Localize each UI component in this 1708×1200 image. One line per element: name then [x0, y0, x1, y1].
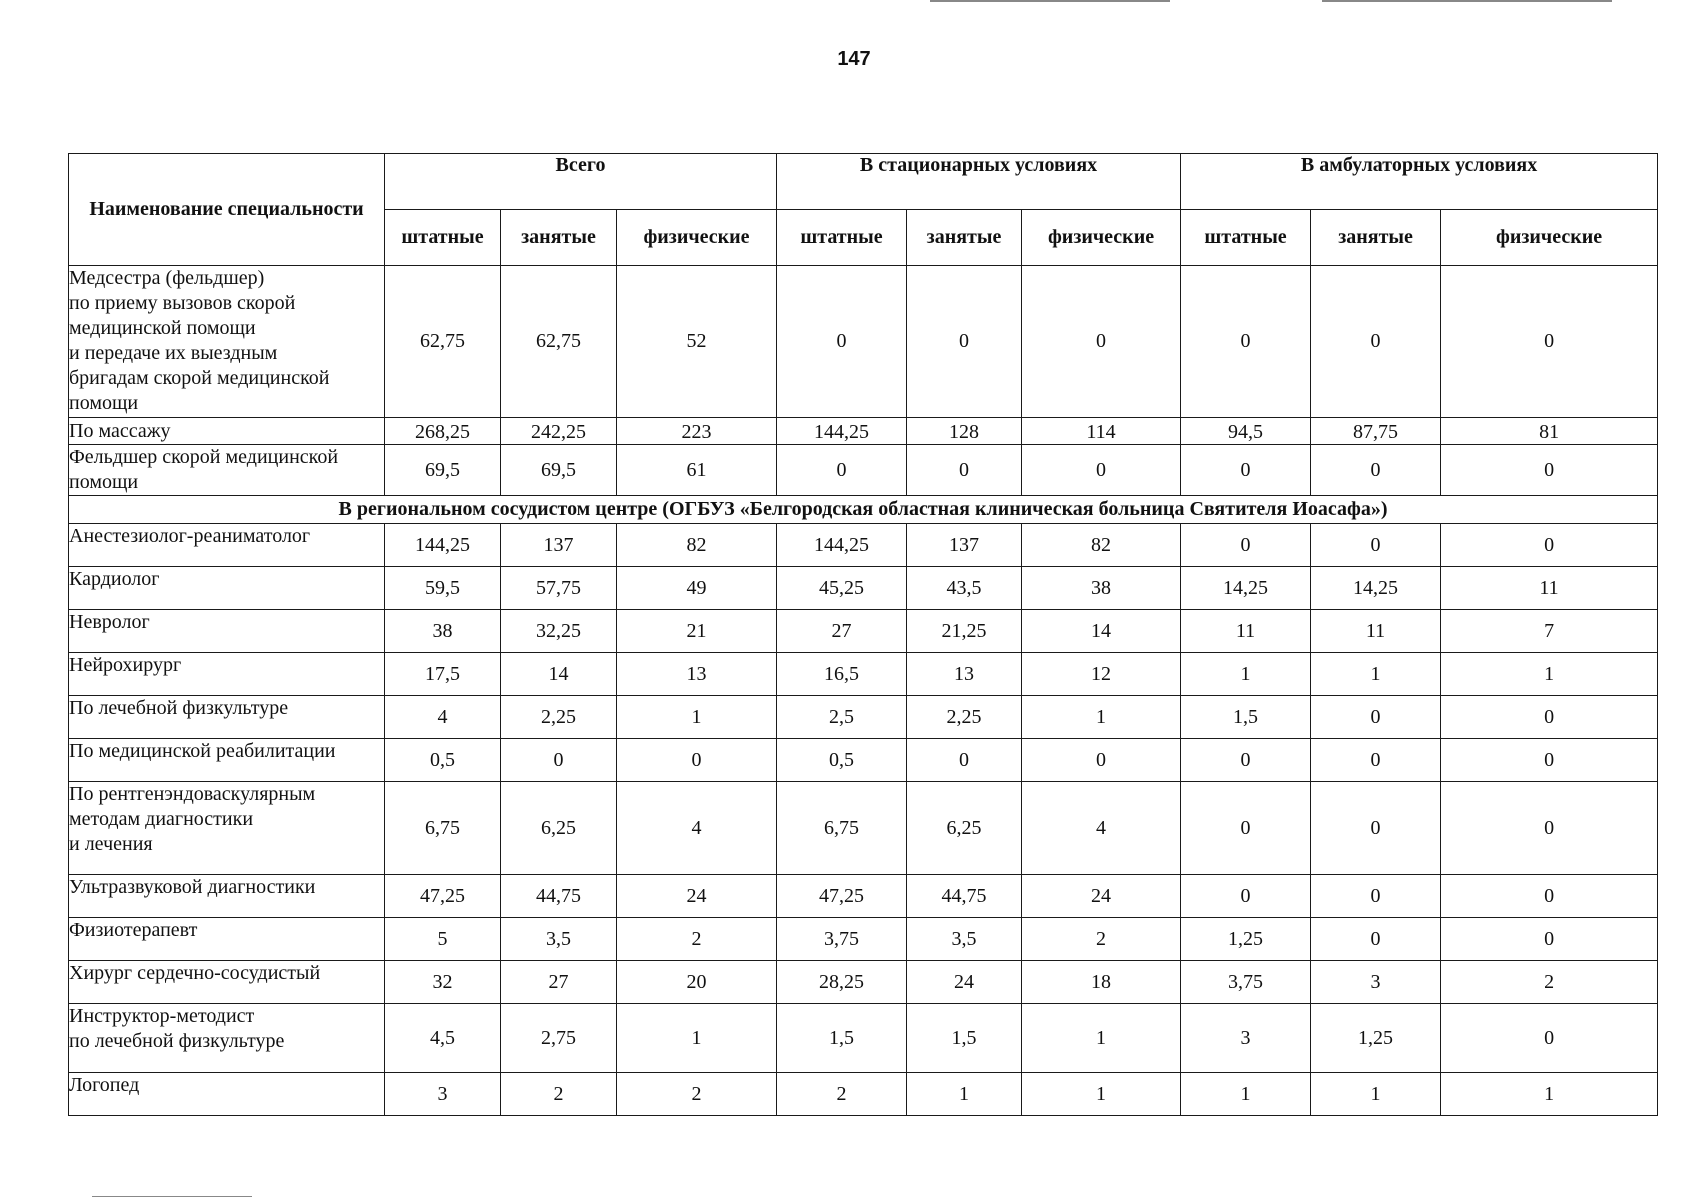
- value-cell: 1: [617, 696, 777, 739]
- table-row: [69, 266, 1658, 418]
- header-subcol: занятые: [907, 210, 1022, 266]
- value-cell: 2,5: [777, 696, 907, 739]
- value-cell: 61: [617, 445, 777, 496]
- value-cell: 0,5: [385, 739, 501, 782]
- header-group-outpatient: В амбулаторных условиях: [1181, 154, 1658, 210]
- value-cell: 2: [1022, 918, 1181, 961]
- specialty-name: По лечебной физкультуре: [69, 696, 385, 739]
- specialty-name: Ультразвуковой диагностики: [69, 875, 385, 918]
- value-cell: 32,25: [501, 610, 617, 653]
- value-cell: 128: [907, 418, 1022, 445]
- value-cell: 44,75: [907, 875, 1022, 918]
- table-row: [69, 739, 1658, 782]
- table-row: [69, 875, 1658, 918]
- value-cell: 1,5: [777, 1004, 907, 1073]
- specialty-name: Логопед: [69, 1073, 385, 1116]
- value-cell: 1: [1441, 653, 1658, 696]
- value-cell: 49: [617, 567, 777, 610]
- page-number: 147: [837, 48, 871, 70]
- specialty-name: Нейрохирург: [69, 653, 385, 696]
- value-cell: 82: [1022, 524, 1181, 567]
- value-cell: 94,5: [1181, 418, 1311, 445]
- table-row: [69, 567, 1658, 610]
- value-cell: 0: [777, 445, 907, 496]
- value-cell: 2: [777, 1073, 907, 1116]
- value-cell: 0: [1311, 739, 1441, 782]
- value-cell: 81: [1441, 418, 1658, 445]
- value-cell: 62,75: [385, 266, 501, 418]
- specialty-name: Фельдшер скорой медицинской помощи: [69, 445, 385, 496]
- value-cell: 3: [1181, 1004, 1311, 1073]
- value-cell: 0: [1181, 524, 1311, 567]
- value-cell: 44,75: [501, 875, 617, 918]
- value-cell: 144,25: [777, 418, 907, 445]
- value-cell: 0: [1441, 918, 1658, 961]
- value-cell: 6,75: [777, 782, 907, 875]
- specialty-name: Невролог: [69, 610, 385, 653]
- value-cell: 13: [617, 653, 777, 696]
- value-cell: 3: [385, 1073, 501, 1116]
- value-cell: 38: [385, 610, 501, 653]
- value-cell: 24: [907, 961, 1022, 1004]
- value-cell: 2: [617, 918, 777, 961]
- value-cell: 20: [617, 961, 777, 1004]
- value-cell: 0: [907, 266, 1022, 418]
- specialty-name: По медицинской реабилитации: [69, 739, 385, 782]
- value-cell: 3,75: [1181, 961, 1311, 1004]
- table-row: [69, 918, 1658, 961]
- value-cell: 0: [1441, 524, 1658, 567]
- value-cell: 137: [501, 524, 617, 567]
- value-cell: 0: [1441, 782, 1658, 875]
- value-cell: 0: [1022, 266, 1181, 418]
- value-cell: 144,25: [777, 524, 907, 567]
- value-cell: 6,25: [501, 782, 617, 875]
- specialty-name: Медсестра (фельдшер) по приему вызовов скорой медицинской помощи и передаче их выездным бригадам скорой медицинской помощи: [69, 266, 385, 418]
- value-cell: 2,25: [907, 696, 1022, 739]
- value-cell: 4: [617, 782, 777, 875]
- value-cell: 16,5: [777, 653, 907, 696]
- value-cell: 27: [501, 961, 617, 1004]
- header-specialty: Наименование специальности: [69, 154, 385, 266]
- value-cell: 0: [907, 739, 1022, 782]
- table-row: [69, 1073, 1658, 1116]
- value-cell: 1: [907, 1073, 1022, 1116]
- value-cell: 24: [617, 875, 777, 918]
- value-cell: 13: [907, 653, 1022, 696]
- value-cell: 14,25: [1181, 567, 1311, 610]
- value-cell: 87,75: [1311, 418, 1441, 445]
- value-cell: 4: [1022, 782, 1181, 875]
- specialty-name: По рентгенэндоваскулярным методам диагностики и лечения: [69, 782, 385, 875]
- value-cell: 14,25: [1311, 567, 1441, 610]
- value-cell: 0: [1181, 782, 1311, 875]
- value-cell: 0: [1311, 782, 1441, 875]
- value-cell: 2: [617, 1073, 777, 1116]
- specialty-name: Физиотерапевт: [69, 918, 385, 961]
- value-cell: 1: [1022, 696, 1181, 739]
- value-cell: 4,5: [385, 1004, 501, 1073]
- value-cell: 0: [617, 739, 777, 782]
- header-row-groups: [69, 154, 1658, 210]
- value-cell: 82: [617, 524, 777, 567]
- table-row: [69, 1004, 1658, 1073]
- value-cell: 45,25: [777, 567, 907, 610]
- specialty-name: Анестезиолог-реаниматолог: [69, 524, 385, 567]
- scan-edge-line: [1322, 0, 1612, 2]
- value-cell: 1: [1022, 1073, 1181, 1116]
- value-cell: 38: [1022, 567, 1181, 610]
- specialty-name: Хирург сердечно-сосудистый: [69, 961, 385, 1004]
- value-cell: 21,25: [907, 610, 1022, 653]
- table-row: [69, 418, 1658, 445]
- value-cell: 6,75: [385, 782, 501, 875]
- value-cell: 1: [1181, 653, 1311, 696]
- value-cell: 0: [1181, 445, 1311, 496]
- value-cell: 11: [1181, 610, 1311, 653]
- value-cell: 69,5: [501, 445, 617, 496]
- value-cell: 0: [1181, 875, 1311, 918]
- value-cell: 0: [1441, 739, 1658, 782]
- value-cell: 24: [1022, 875, 1181, 918]
- value-cell: 1: [1311, 1073, 1441, 1116]
- footer-rule: [92, 1196, 252, 1197]
- value-cell: 1,5: [907, 1004, 1022, 1073]
- value-cell: 0: [1181, 266, 1311, 418]
- value-cell: 144,25: [385, 524, 501, 567]
- value-cell: 28,25: [777, 961, 907, 1004]
- value-cell: 1,25: [1311, 1004, 1441, 1073]
- value-cell: 52: [617, 266, 777, 418]
- value-cell: 3: [1311, 961, 1441, 1004]
- specialty-name: По массажу: [69, 418, 385, 445]
- table-row: [69, 524, 1658, 567]
- specialty-name: Инструктор-методист по лечебной физкультуре: [69, 1004, 385, 1073]
- value-cell: 1: [1181, 1073, 1311, 1116]
- table-row: [69, 610, 1658, 653]
- value-cell: 47,25: [777, 875, 907, 918]
- value-cell: 5: [385, 918, 501, 961]
- value-cell: 3,5: [907, 918, 1022, 961]
- table-row: [69, 961, 1658, 1004]
- value-cell: 59,5: [385, 567, 501, 610]
- value-cell: 0: [1441, 696, 1658, 739]
- value-cell: 1: [1311, 653, 1441, 696]
- value-cell: 18: [1022, 961, 1181, 1004]
- value-cell: 1,25: [1181, 918, 1311, 961]
- value-cell: 0: [1441, 445, 1658, 496]
- value-cell: 47,25: [385, 875, 501, 918]
- value-cell: 0: [1311, 696, 1441, 739]
- table-row: [69, 782, 1658, 875]
- value-cell: 0: [501, 739, 617, 782]
- value-cell: 11: [1441, 567, 1658, 610]
- value-cell: 0: [777, 266, 907, 418]
- table-row: [69, 653, 1658, 696]
- table-row: [69, 696, 1658, 739]
- value-cell: 0: [1441, 875, 1658, 918]
- value-cell: 4: [385, 696, 501, 739]
- section-title: В региональном сосудистом центре (ОГБУЗ «Белгородская областная клиническая больница Святителя Иоасафа»): [69, 496, 1658, 524]
- value-cell: 242,25: [501, 418, 617, 445]
- header-group-total: Всего: [385, 154, 777, 210]
- header-subcol: штатные: [385, 210, 501, 266]
- header-subcol: физические: [1022, 210, 1181, 266]
- value-cell: 268,25: [385, 418, 501, 445]
- table-body: [69, 266, 1658, 1116]
- value-cell: 0: [907, 445, 1022, 496]
- value-cell: 114: [1022, 418, 1181, 445]
- value-cell: 69,5: [385, 445, 501, 496]
- value-cell: 3,75: [777, 918, 907, 961]
- value-cell: 0: [1311, 875, 1441, 918]
- value-cell: 57,75: [501, 567, 617, 610]
- section-row: [69, 496, 1658, 524]
- value-cell: 17,5: [385, 653, 501, 696]
- header-subcol: штатные: [777, 210, 907, 266]
- header-group-inpatient: В стационарных условиях: [777, 154, 1181, 210]
- value-cell: 0: [1311, 524, 1441, 567]
- header-subcol: занятые: [1311, 210, 1441, 266]
- value-cell: 1: [1441, 1073, 1658, 1116]
- value-cell: 1,5: [1181, 696, 1311, 739]
- header-subcol: штатные: [1181, 210, 1311, 266]
- value-cell: 27: [777, 610, 907, 653]
- value-cell: 1: [617, 1004, 777, 1073]
- scan-edge-line: [930, 0, 1170, 2]
- value-cell: 7: [1441, 610, 1658, 653]
- value-cell: 3,5: [501, 918, 617, 961]
- value-cell: 21: [617, 610, 777, 653]
- value-cell: 2,75: [501, 1004, 617, 1073]
- value-cell: 2: [1441, 961, 1658, 1004]
- value-cell: 137: [907, 524, 1022, 567]
- header-subcol: физические: [1441, 210, 1658, 266]
- value-cell: 2: [501, 1073, 617, 1116]
- value-cell: 223: [617, 418, 777, 445]
- value-cell: 2,25: [501, 696, 617, 739]
- value-cell: 0: [1181, 739, 1311, 782]
- value-cell: 0,5: [777, 739, 907, 782]
- header-subcol: занятые: [501, 210, 617, 266]
- value-cell: 12: [1022, 653, 1181, 696]
- value-cell: 14: [1022, 610, 1181, 653]
- value-cell: 1: [1022, 1004, 1181, 1073]
- header-subcol: физические: [617, 210, 777, 266]
- value-cell: 14: [501, 653, 617, 696]
- value-cell: 0: [1441, 266, 1658, 418]
- value-cell: 0: [1022, 445, 1181, 496]
- value-cell: 0: [1311, 918, 1441, 961]
- value-cell: 43,5: [907, 567, 1022, 610]
- value-cell: 32: [385, 961, 501, 1004]
- value-cell: 62,75: [501, 266, 617, 418]
- value-cell: 0: [1441, 1004, 1658, 1073]
- specialty-name: Кардиолог: [69, 567, 385, 610]
- table-row: [69, 445, 1658, 496]
- staffing-table: [68, 153, 1658, 1116]
- value-cell: 0: [1022, 739, 1181, 782]
- value-cell: 11: [1311, 610, 1441, 653]
- value-cell: 6,25: [907, 782, 1022, 875]
- value-cell: 0: [1311, 445, 1441, 496]
- value-cell: 0: [1311, 266, 1441, 418]
